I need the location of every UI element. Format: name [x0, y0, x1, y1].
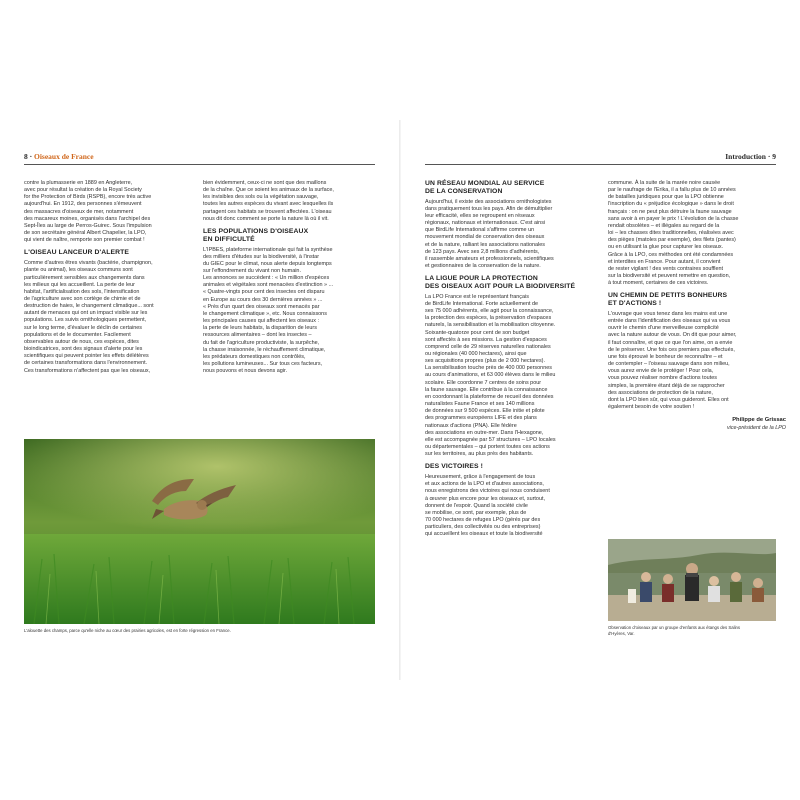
- left-section-title: Oiseaux de France: [34, 152, 94, 161]
- text-line: DE LA CONSERVATION: [425, 187, 503, 195]
- text-line: d'Hyères, Var.: [608, 630, 635, 636]
- text-line: de 123 pays. Avec ses 2,8 millions d'adhérents,: [425, 248, 540, 255]
- left-column-2: [203, 180, 379, 378]
- text-line: de le préserver. Une fois ces premiers pas effectués,: [608, 346, 735, 353]
- right-running-head-title: Introduction: [725, 152, 766, 161]
- text-line: ouvrir le chemin d'une merveilleuse complicité: [608, 325, 719, 332]
- signature-name: Philippe de Grissac: [732, 417, 786, 424]
- text-line: particulièrement sensibles aux changements dans: [24, 274, 145, 281]
- text-line: sur les territoires, au plus près des habitants.: [425, 451, 534, 458]
- text-line: dans pratiquement tous les pays. Afin de démultiplier: [425, 205, 553, 212]
- text-line: également besoin de votre soutien !: [608, 403, 695, 410]
- text-line: des programmes européens LIFE et des plans: [425, 415, 537, 422]
- text-line: dont la LPO bien sûr, qui vous guideront. Elles ont: [608, 396, 729, 403]
- text-line: autant de menaces qui ont un impact visible sur les: [24, 310, 148, 317]
- left-col2-paragraph-1: [203, 180, 379, 223]
- signature-role: vice-président de la LPO: [726, 425, 786, 432]
- text-line: toutes les autres espèces du vivant avec lesquelles ils: [203, 201, 334, 208]
- text-line: en coordonnant la plateforme de recueil des données: [425, 393, 554, 400]
- children-birdwatching-photo: [608, 539, 776, 621]
- text-line: ET D'ACTIONS !: [608, 300, 662, 308]
- text-line: partagent ces habitats se trouvent affectées. L'oiseau: [203, 208, 332, 215]
- text-line: ou en utilisant la glue pour capturer les oiseaux.: [608, 244, 724, 251]
- book-gutter: [399, 120, 401, 680]
- left-col1-paragraph-2: [24, 260, 202, 375]
- text-line: ses 75 000 adhérents, elle agit pour la connaissance,: [425, 308, 554, 315]
- text-line: Sept-Îles au large de Perros-Guirec. Sous l'impulsion: [24, 222, 152, 229]
- heading-des-victoires: [425, 463, 605, 471]
- text-line: bioindicatrices, sont des signaux d'alerte pour les: [24, 346, 143, 353]
- text-line: 70 000 hectares de refuges LPO (gérés par des: [425, 517, 541, 524]
- text-line: les milieux qui les accueillent. La perte de leur: [24, 281, 135, 288]
- right-col1-paragraph-2: [425, 294, 605, 459]
- text-line: la perte de leurs habitats, la disparition de leurs: [203, 325, 317, 332]
- text-line: ou régionales (40 000 hectares), ainsi que: [425, 351, 527, 357]
- text-line: destruction de haies, le changement climatique... sont: [24, 303, 154, 310]
- text-line: particuliers, des collectivités ou des entreprises): [425, 524, 541, 531]
- text-line: naturels, la sensibilisation et la mobilisation citoyenne.: [425, 322, 556, 329]
- text-line: populations et de le documenter. Facilement: [24, 331, 131, 338]
- heading-reseau-mondial: [425, 180, 605, 196]
- right-running-head: [725, 152, 776, 161]
- text-line: DES VICTOIRES !: [425, 463, 484, 471]
- text-line: au cours d'animations, et 63 000 élèves dans le milieu: [425, 372, 556, 379]
- text-line: nationaux d'actions (PNA). Elle fédère: [425, 422, 517, 429]
- text-line: rendait obsolètes – et illégales au regard de la: [608, 222, 720, 229]
- text-line: L'OISEAU LANCEUR D'ALERTE: [24, 249, 130, 257]
- right-column-2: [608, 180, 786, 434]
- text-line: Les annonces se succèdent : « Un million d'espèces: [203, 275, 330, 282]
- skylark-photo: [24, 439, 375, 624]
- right-col1-paragraph-3: [425, 474, 605, 538]
- left-page-number: 8 ·: [24, 152, 33, 161]
- text-line: du fait de l'agriculture productiviste, la surpêche,: [203, 339, 320, 346]
- text-line: vous pouvez réaliser nombre d'actions toutes: [608, 375, 717, 382]
- right-col2-paragraph-1: [608, 180, 780, 287]
- text-line: de batailles juridiques pour que la LPO obtienne: [608, 194, 724, 201]
- text-line: L'IPBES, plateforme internationale qui fait la synthèse: [203, 246, 333, 253]
- text-line: avec pour résultat la création de la Royal Society: [24, 187, 142, 194]
- text-line: les prédateurs domestiques non contrôlés,: [203, 353, 306, 360]
- text-line: et de la nature, ralliant les associations nationales: [425, 241, 545, 248]
- text-line: des massacres d'oiseaux de mer, notamment: [24, 208, 134, 215]
- text-line: for the Protection of Birds (RSPB), encore très active: [24, 194, 152, 201]
- text-line: animales et végétales sont menacées d'extinction » ...: [203, 282, 334, 289]
- text-line: plante ou animal), les oiseaux communs sont: [24, 267, 133, 274]
- text-line: Ces transformations n'affectent pas que les oiseaux,: [24, 367, 151, 374]
- skylark-photo-illustration: [24, 439, 375, 624]
- left-column-1: [24, 180, 202, 378]
- text-line: La LPO France est le représentant français: [425, 293, 529, 300]
- text-line: en Europe au cours des 30 dernières années » ...: [203, 296, 323, 303]
- children-birdwatching-illustration: [608, 539, 776, 621]
- heading-populations-en-difficulte: [203, 228, 379, 244]
- right-column-1: [425, 180, 605, 542]
- text-line: du GIEC pour le climat, nous alerte depuis longtemps: [203, 260, 332, 267]
- text-line: observables autour de nous, ces espèces, dites: [24, 338, 139, 345]
- text-line: DES OISEAUX AGIT POUR LA BIODIVERSITÉ: [425, 282, 576, 290]
- text-line: de l'agriculture avec son cortège de chimie et de: [24, 295, 141, 302]
- text-line: nous enregistrons des victoires qui nous conduisent: [425, 488, 550, 495]
- text-line: comprend celle de 29 réserves naturelles nationales: [425, 343, 551, 350]
- text-line: sans avoir à en payer le prix ! L'évolution de la chasse: [608, 215, 739, 222]
- text-line: il faut connaître, et que ce que l'on aime, on a envie: [608, 339, 733, 346]
- text-line: La sensibilisation touche près de 400 000 personnes: [425, 365, 552, 372]
- text-line: les principales causes qui affectent les oiseaux :: [203, 318, 319, 325]
- text-line: sur le long terme, d'évaluer le déclin de certaines: [24, 324, 143, 331]
- text-line: L'alouette des champs, parce qu'elle niche au cœur des prairies agricoles, est en forte régression en France.: [24, 628, 231, 633]
- text-line: naturalistes Faune France et ses 140 millions: [425, 401, 535, 408]
- text-line: UN CHEMIN DE PETITS BONHEURS: [608, 292, 728, 300]
- text-line: et aux actions de la LPO et d'autres associations,: [425, 481, 544, 488]
- text-line: scientifiques qui peuvent pointer les effets délétères: [24, 353, 149, 360]
- text-line: « Près d'un quart des oiseaux sont menacés par: [203, 303, 320, 310]
- text-line: UN RÉSEAU MONDIAL AU SERVICE: [425, 180, 545, 187]
- text-line: populations. Les suivis ornithologiques permettent,: [24, 317, 147, 324]
- left-running-head: [24, 152, 94, 161]
- text-line: donnent de l'espoir. Quand la société civile: [425, 502, 528, 509]
- text-line: ses acquisitions propres (plus de 2 000 hectares).: [425, 358, 545, 365]
- text-line: il rassemble amateurs et professionnels, scientifiques: [425, 255, 554, 262]
- text-line: mouvement mondial de conservation des oiseaux: [425, 234, 545, 241]
- text-line: des milliers d'études sur la biodiversité, à l'instar: [203, 253, 320, 260]
- text-line: avec la nature autour de vous. On dit que pour aimer,: [608, 332, 737, 339]
- text-line: régionaux, nationaux et internationaux. C'est ainsi: [425, 220, 546, 227]
- text-line: de données sur 9 500 espèces. Elle initie et pilote: [425, 408, 545, 415]
- text-line: nous dit donc comment se porte la nature là où il vit.: [203, 215, 329, 222]
- text-line: les pollutions lumineuses... Sur tous ces facteurs,: [203, 361, 323, 368]
- text-line: des pièges (matoles par exemple), des filets (pantes): [608, 237, 736, 244]
- text-line: L'ouvrage que vous tenez dans les mains est une: [608, 310, 728, 317]
- text-line: de contempler – l'oiseau sauvage dans son milieu,: [608, 361, 730, 368]
- text-line: la faune sauvage. Elle contribue à la connaissance: [425, 386, 548, 393]
- text-line: vous aurez envie de le protéger ! Pour cela,: [608, 368, 714, 375]
- heading-oiseau-lanceur-alerte: [24, 249, 202, 257]
- text-line: EN DIFFICULTÉ: [203, 235, 255, 243]
- right-col2-paragraph-2: [608, 311, 780, 411]
- text-line: de rester vigilant ! des vents contraires soufflent: [608, 265, 724, 272]
- text-line: ou départementales – qui portent toutes ces actions: [425, 444, 550, 451]
- text-line: à tout moment, certaines de ces victoires.: [608, 280, 709, 287]
- text-line: à œuvrer plus encore pour les oiseaux et, surtout,: [425, 495, 545, 502]
- text-line: par le naufrage de l'Erika, il a fallu plus de 10 années: [608, 187, 736, 194]
- text-line: LA LIGUE POUR LA PROTECTION: [425, 275, 538, 283]
- text-line: bien évidemment, ceux-ci ne sont que des maillons: [203, 180, 327, 186]
- left-col1-paragraph-1: [24, 180, 202, 244]
- text-line: français : on ne peut plus détruire la faune sauvage: [608, 208, 732, 215]
- text-line: LES POPULATIONS D'OISEAUX: [203, 227, 309, 235]
- text-line: la chasse irraisonnée, le réchauffement climatique,: [203, 346, 326, 353]
- text-line: Soixante-quatorze pour cent de son budget: [425, 329, 530, 336]
- text-line: ressources alimentaires – dont les insectes –: [203, 332, 312, 339]
- skylark-photo-caption: [24, 628, 375, 634]
- right-page-number: · 9: [767, 152, 776, 161]
- right-col1-paragraph-1: [425, 199, 605, 271]
- text-line: de son secrétaire général Albert Chapelier, la LPO,: [24, 230, 147, 237]
- text-line: entrée dans l'identification des oiseaux qui va vous: [608, 318, 731, 325]
- text-line: l'inscription du « préjudice écologique » dans le droit: [608, 201, 734, 208]
- text-line: la protection des espèces, la préservation d'espaces: [425, 315, 552, 322]
- text-line: de certaines transformations dans l'environnement.: [24, 360, 148, 367]
- children-photo-caption: [608, 625, 780, 636]
- text-line: Grâce à la LPO, ces méthodes ont été condamnées: [608, 251, 734, 258]
- text-line: habitat, l'artificialisation des sols, l'intensification: [24, 288, 140, 295]
- text-line: se mobilise, ce sont, par exemple, plus de: [425, 509, 527, 516]
- right-header-rule: [425, 164, 776, 165]
- text-line: loi – les chasses dites traditionnelles, réalisées avec: [608, 230, 734, 237]
- text-line: qui accueillent les oiseaux et toute la biodiversité: [425, 531, 543, 538]
- left-col2-paragraph-2: [203, 247, 379, 376]
- text-line: nous pouvons et nous devons agir.: [203, 368, 288, 375]
- text-line: leur efficacité, elles se regroupent en réseaux: [425, 212, 535, 219]
- text-line: une fois éprouvé le bonheur de reconnaître – et: [608, 353, 723, 360]
- text-line: des macareux moines, organisés dans l'archipel des: [24, 215, 151, 222]
- text-line: le changement climatique », etc. Nous connaissons: [203, 310, 327, 317]
- text-line: sur la biodiversité et peuvent remettre en question,: [608, 273, 731, 280]
- text-line: contre la plumasserie en 1889 en Angleterre,: [24, 180, 133, 186]
- heading-ligue-protection-oiseaux: [425, 275, 605, 291]
- text-line: sur l'effondrement du vivant non humain.: [203, 268, 301, 274]
- text-line: simples, la première étant déjà de se rapprocher: [608, 382, 725, 389]
- text-line: « Quatre-vingts pour cent des insectes ont disparu: [203, 289, 325, 296]
- text-line: commune. À la suite de la marée noire causée: [608, 180, 721, 186]
- text-line: des associations en outre-mer. Dans l'Hexagone,: [425, 429, 544, 436]
- text-line: les invisibles des sols ou la végétation sauvage,: [203, 194, 319, 201]
- text-line: qui vient de naître, remporte son premier combat !: [24, 237, 145, 244]
- text-line: de la chaîne. Que ce soient les animaux de la surface,: [203, 187, 334, 194]
- text-line: sont affectés à ses missions. La gestion d'espaces: [425, 336, 547, 343]
- text-line: aujourd'hui. En 1912, des personnes s'émeuvent: [24, 201, 142, 208]
- text-line: que BirdLife International s'affirme comme un: [425, 227, 535, 234]
- text-line: scolaire. Elle coordonne 7 centres de soins pour: [425, 379, 542, 386]
- left-header-rule: [24, 164, 375, 165]
- heading-chemin-petits-bonheurs: [608, 292, 780, 308]
- text-line: Aujourd'hui, il existe des associations ornithologistes: [425, 198, 552, 205]
- text-line: des associations de protection de la nature,: [608, 389, 713, 396]
- text-line: Heureusement, grâce à l'engagement de tous: [425, 474, 536, 481]
- text-line: et interdites en France. Pour autant, il convient: [608, 258, 721, 265]
- text-line: et gestionnaires de la conservation de la nature.: [425, 263, 541, 269]
- text-line: Comme d'autres êtres vivants (bactérie, champignon,: [24, 260, 153, 267]
- text-line: Observation d'oiseaux par un groupe d'enfants aux étangs des Salins: [608, 625, 741, 630]
- signature-block: [608, 414, 786, 434]
- text-line: de BirdLife International. Forte actuellement de: [425, 300, 539, 307]
- text-line: elle est accompagnée par 57 structures – LPO locales: [425, 436, 556, 443]
